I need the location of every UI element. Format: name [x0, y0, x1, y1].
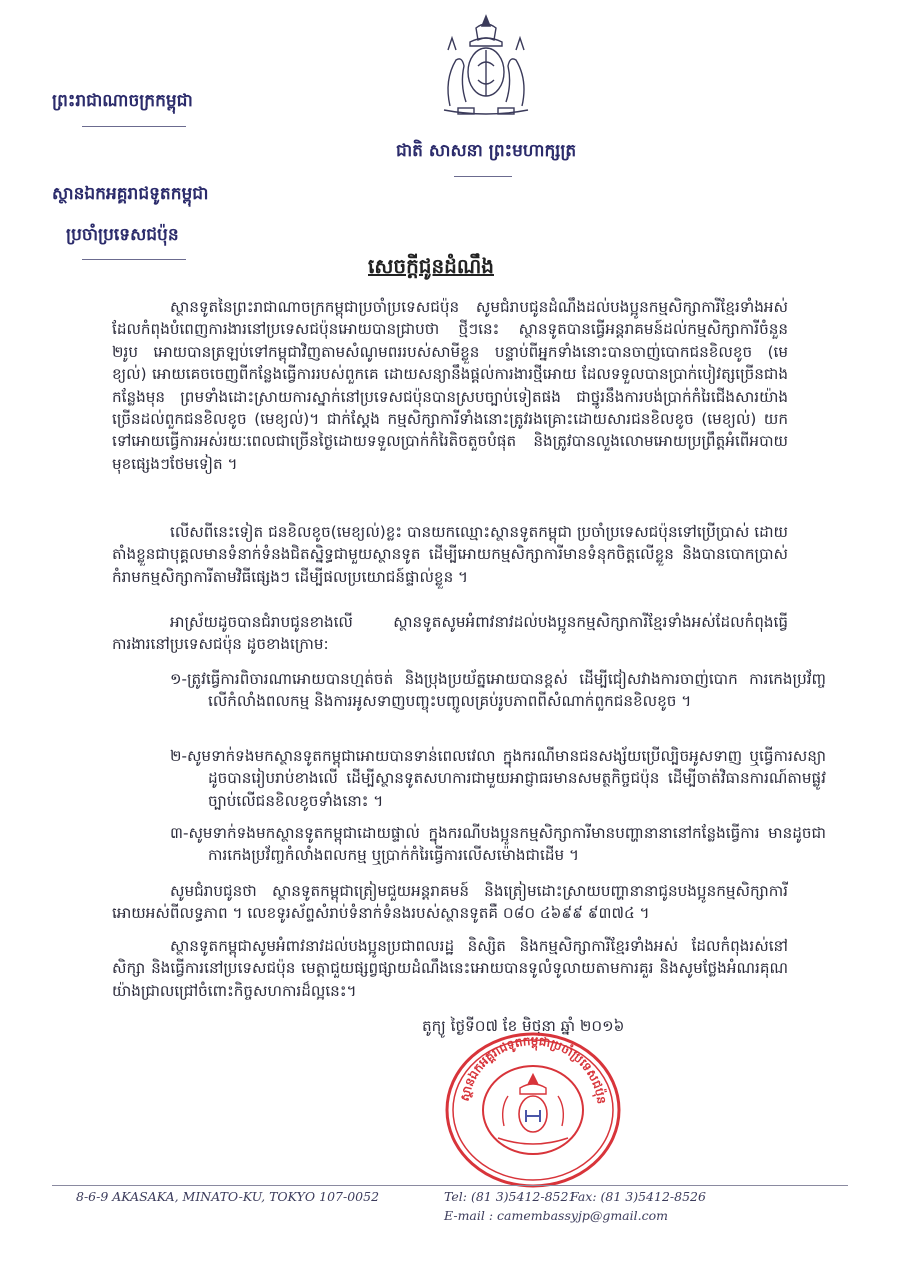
embassy-underline [82, 259, 186, 260]
footer-address: 8-6-9 AKASAKA, MINATO-KU, TOKYO 107-0052 [76, 1189, 380, 1204]
motto-underline [454, 176, 512, 177]
paragraph-1: ស្ថានទូតនៃព្រះរាជាណាចក្រកម្ពុជាប្រចាំប្រទេសជប៉ុន សូមជំរាបជូនដំណឹងដល់បងប្អូនកម្មសិក្សាការីខ្មែរទាំងអស់ ដែលកំពុងបំពេញការងារនៅប្រទេសជប៉ុនអោយបានជ្រាបថា ថ្មីៗនេះ ស្ថានទូតបានធ្វើអន្តរាគមន៍ដល់កម្មសិក្សាការីចំនួន ២រូប អោយបានត្រឡប់ទៅកម្ពុជាវិញតាមសំណូមពររបស់សាមីខ្លួន បន្ទាប់ពីអ្នកទាំងនោះបានចាញ់បោកជនខិលខូច (មេខ្យល់) អោយគេចចេញពីកន្លែងធ្វើការរបស់ពួកគេ ដោយសន្យានឹងផ្តល់ការងារថ្មីអោយ ដែលទទួលបានប្រាក់បៀវត្សច្រើនជាងកន្លែងមុន ព្រមទាំងដោះស្រាយការស្នាក់នៅប្រទេសជប៉ុនបានស្របច្បាប់ទៀតផង ជាថ្នូរនឹងការបង់ប្រាក់កំរៃជើងសារយ៉ាងច្រើនដល់ពួកជនខិលខូច (មេខ្យល់)។ ជាក់ស្តែង កម្មសិក្សាការីទាំងនោះត្រូវរងគ្រោះដោយសារជនខិលខូច (មេខ្យល់) យកទៅអោយធ្វើការអស់រយៈពេលជាច្រើនថ្ងៃដោយទទួលប្រាក់កំរៃតិចតួចបំផុត និងត្រូវបានលួងលោមអោយប្រព្រឹត្តអំពើអបាយមុខផ្សេងៗថែមទៀត ។ [112, 298, 788, 473]
paragraph-2: លើសពីនេះទៀត ជនខិលខូច(មេខ្យល់)ខ្លះ បានយកឈ្មោះស្ថានទូតកម្ពុជា ប្រចាំប្រទេសជប៉ុនទៅប្រើប្រាស់ ដោយតាំងខ្លួនជាបុគ្គលមានទំនាក់ទំនងជិតស្និទ្ធជាមួយស្ថានទូត ដើម្បីអោយកម្មសិក្សាការីមានទំនុកចិត្តលើខ្លួន និងបានបោកប្រាស់ កំរាមកម្មសិក្សាការីតាមវិធីផ្សេងៗ ដើម្បីផលប្រយោជន៍ផ្ទាល់ខ្លួន ។ [112, 523, 788, 586]
embassy-name: ស្ថានឯកអគ្គរាជទូតកម្ពុជា [52, 184, 209, 204]
national-motto: ជាតិ សាសនា ព្រះមហាក្សត្រ [396, 141, 577, 161]
closing-paragraph-1: សូមជំរាបជូនថា ស្ថានទូតកម្ពុជាត្រៀមជួយអន្តរាគមន៍ និងត្រៀមដោះស្រាយបញ្ហានានាជូនបងប្អូនកម្មសិក្សាការីអោយអស់ពីលទ្ធភាព ។ លេខទូរស័ព្ទសំរាប់ទំនាក់ទំនងរបស់ស្ថានទូតគឺ ០៨០ ៤៦៩៩ ៩៣៧៤ ។ [112, 882, 788, 923]
embassy-country: ប្រចាំប្រទេសជប៉ុន [66, 225, 179, 245]
kingdom-name: ព្រះរាជាណាចក្រកម្ពុជា [52, 91, 193, 111]
footer-divider [52, 1185, 848, 1186]
kingdom-underline [82, 126, 186, 127]
embassy-official-seal-icon [442, 1030, 624, 1190]
footer-fax: Fax: (81 3)5412-8526 [570, 1189, 706, 1204]
list-item-2: ២-សូមទាក់ទងមកស្ថានទូតកម្ពុជាអោយបានទាន់ពេលវេលា ក្នុងករណីមានជនសង្ស័យប្រើល្បិចអូសទាញ ឬធ្វើការសន្យាដូចបានរៀបរាប់ខាងលើ ដើម្បីស្ថានទូតសហការជាមួយអាជ្ញាធរមានសមត្ថកិច្ចជប៉ុន ដើម្បីចាត់វិធានការណ៍តាមផ្លូវច្បាប់លើជនខិលខូចទាំងនោះ ។ [170, 747, 826, 810]
date-line: តូក្យូ ថ្ងៃទី០៧ ខែ មិថុនា ឆ្នាំ ២០១៦ [422, 1017, 625, 1035]
cambodia-royal-arms-emblem-icon [430, 10, 542, 120]
notice-title: សេចក្តីជូនដំណឹង [368, 254, 494, 278]
seal-ring-text: ស្ថានឯកអគ្គរាជទូតកម្ពុជាប្រចាំប្រទេសជប៉ុន [457, 1033, 609, 1105]
list-item-1: ១-ត្រូវធ្វើការពិចារណាអោយបានហ្មត់ចត់ និងប្រុងប្រយ័ត្នអោយបានខ្ពស់ ដើម្បីជៀសវាងការចាញ់បោក ការកេងប្រវ័ញ្ចលើកំលាំងពលកម្ម និងការអូសទាញបញ្ចុះបញ្ចូលគ្រប់រូបភាពពីសំណាក់ពួកជនខិលខូច ។ [170, 670, 826, 711]
footer-email: E-mail : camembassyjp@gmail.com [444, 1208, 668, 1223]
footer-tel: Tel: (81 3)5412-8521 [444, 1189, 577, 1204]
paragraph-3: អាស្រ័យដូចបានជំរាបជូនខាងលើ ស្ថានទូតសូមអំពាវនាវដល់បងប្អូនកម្មសិក្សាការីខ្មែរទាំងអស់ដែលកំពុងធ្វើការងារនៅប្រទេសជប៉ុន ដូចខាងក្រោម: [112, 613, 788, 654]
closing-paragraph-2: ស្ថានទូតកម្ពុជាសូមអំពាវនាវដល់បងប្អូនប្រជាពលរដ្ឋ និស្សិត និងកម្មសិក្សាការីខ្មែរទាំងអស់ ដែលកំពុងរស់នៅ សិក្សា និងធ្វើការនៅប្រទេសជប៉ុន មេត្តាជួយផ្សព្វផ្សាយដំណឹងនេះអោយបានទូលំទូលាយតាមការគួរ និងសូមថ្លែងអំណរគុណយ៉ាងជ្រាលជ្រៅចំពោះកិច្ចសហការដ៏ល្អនេះ។ [112, 937, 788, 1000]
list-item-3: ៣-សូមទាក់ទងមកស្ថានទូតកម្ពុជាដោយផ្ទាល់ ក្នុងករណីបងប្អូនកម្មសិក្សាការីមានបញ្ហានានានៅកន្លែងធ្វើការ មានដូចជាការកេងប្រវ័ញ្ចកំលាំងពលកម្ម ឬប្រាក់កំរៃធ្វើការលើសម៉ោងជាដើម ។ [170, 824, 826, 865]
